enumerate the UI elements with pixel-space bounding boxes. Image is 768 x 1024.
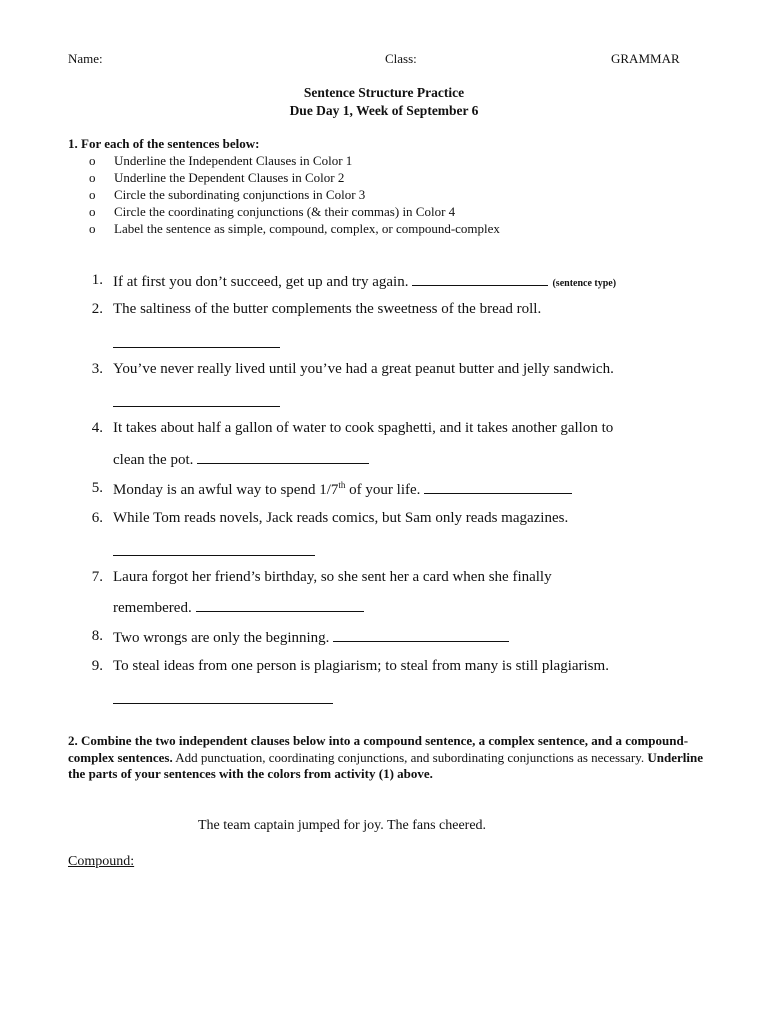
sentence-text: remembered.: [113, 600, 192, 616]
instruction-item: [89, 169, 500, 186]
sentence-number: 1.: [91, 272, 103, 288]
ordinal-suffix: th: [338, 480, 346, 490]
sentence-number: 5.: [91, 480, 103, 496]
answer-blank[interactable]: [412, 272, 548, 286]
sentence-number: 6.: [91, 510, 103, 526]
bullet-marker: o: [89, 221, 96, 236]
worksheet-title: Sentence Structure Practice: [303, 85, 465, 100]
activity2-bold-text: 2. Combine the two independent clauses below into a compound sentence, a complex sentence, and a compound-complex sentences.: [68, 733, 689, 765]
answer-blank[interactable]: [113, 347, 280, 348]
sentence-number: 9.: [91, 658, 103, 674]
sentence-text: Two wrongs are only the beginning.: [113, 630, 330, 646]
sentence-number: 8.: [91, 628, 103, 644]
sentence-number: 7.: [91, 569, 103, 585]
activity2-normal-text: Add punctuation, coordinating conjunctions, and subordinating conjunctions as necessary.: [172, 749, 645, 765]
instruction-item: [89, 152, 500, 169]
instruction-list: [89, 152, 500, 237]
sentence-text: While Tom reads novels, Jack reads comics, but Sam only reads magazines.: [113, 510, 569, 526]
instruction-text: Label the sentence as simple, compound, complex, or compound-complex: [114, 221, 500, 236]
sentence-text: It takes about half a gallon of water to cook spaghetti, and it takes another gallon to: [113, 420, 614, 436]
sentence-text: To steal ideas from one person is plagiarism; to steal from many is still plagiarism.: [113, 658, 609, 674]
sentence-text: You’ve never really lived until you’ve had a great peanut butter and jelly sandwich.: [113, 361, 614, 377]
sentence-text: of your life.: [345, 482, 421, 498]
instruction-text: Circle the subordinating conjunctions in Color 3: [114, 187, 366, 202]
sentence-text: clean the pot.: [113, 452, 194, 468]
subject-label: GRAMMAR: [611, 51, 680, 66]
instruction-text: Underline the Independent Clauses in Color 1: [114, 153, 353, 168]
bullet-marker: o: [89, 187, 96, 202]
instruction-text: Circle the coordinating conjunctions (& their commas) in Color 4: [114, 204, 456, 219]
bullet-marker: o: [89, 170, 96, 185]
sentence-type-hint: (sentence type): [552, 278, 617, 289]
activity2-instructions: [68, 733, 708, 783]
sentence-number: 3.: [91, 361, 103, 377]
sentence-text: The saltiness of the butter complements the sweetness of the bread roll.: [113, 301, 542, 317]
activity2-bold-text: Underline the parts of your sentences with the colors from activity (1) above.: [68, 749, 703, 781]
instruction-item: [89, 203, 500, 220]
instruction-item: [89, 220, 500, 237]
sentence-number: 4.: [91, 420, 103, 436]
bullet-marker: o: [89, 153, 96, 168]
class-label: Class:: [385, 51, 417, 66]
sentence-number: 2.: [91, 301, 103, 317]
bullet-marker: o: [89, 204, 96, 219]
answer-blank[interactable]: [333, 628, 509, 642]
answer-blank[interactable]: [113, 406, 280, 407]
sentence-text: Monday is an awful way to spend 1/7: [113, 482, 339, 498]
name-label: Name:: [68, 51, 103, 66]
clauses-to-combine: The team captain jumped for joy. The fans cheered.: [198, 818, 487, 833]
answer-blank[interactable]: [113, 555, 315, 556]
due-date: Due Day 1, Week of September 6: [289, 103, 479, 118]
instruction-text: Underline the Dependent Clauses in Color 2: [114, 170, 345, 185]
instruction-item: [89, 186, 500, 203]
answer-blank[interactable]: [196, 598, 364, 612]
answer-blank[interactable]: [424, 480, 572, 494]
sentence-text: If at first you don’t succeed, get up and try again.: [113, 274, 409, 290]
answer-blank[interactable]: [113, 703, 333, 704]
activity1-heading: 1. For each of the sentences below:: [68, 136, 260, 151]
compound-label: Compound:: [68, 854, 135, 869]
answer-blank[interactable]: [197, 450, 369, 464]
sentence-text: Laura forgot her friend’s birthday, so she sent her a card when she finally: [113, 569, 552, 585]
